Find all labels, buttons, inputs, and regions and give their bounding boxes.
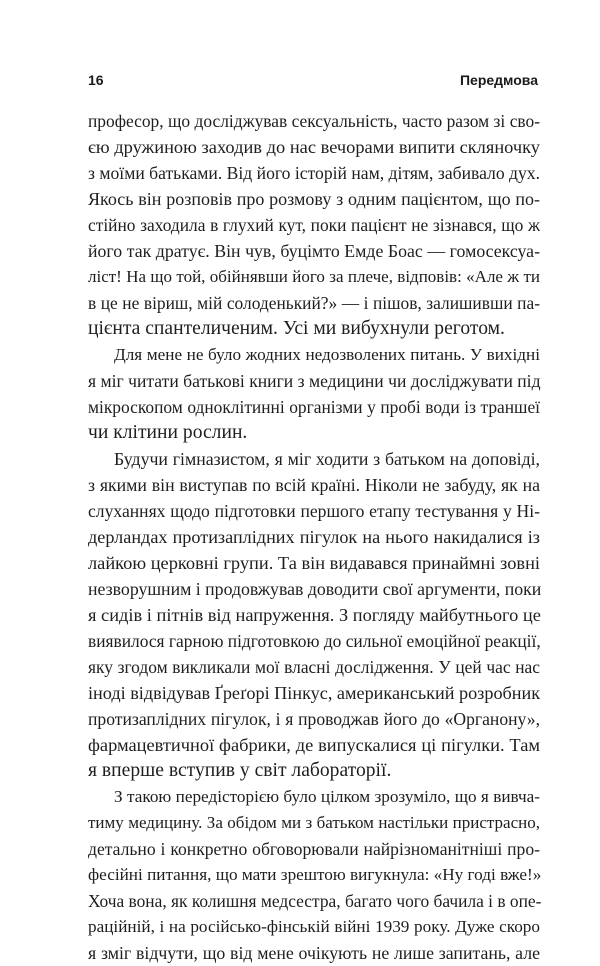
- text-line: цієнта спантеличеним. Усі ми вибухнули реготом.: [88, 318, 505, 339]
- text-line: Будучи гімназистом, я міг ходити з батьком на доповіді,: [114, 449, 540, 469]
- text-line: протизаплідних пігулок, і я проводжав його до «Органону»,: [88, 709, 540, 729]
- text-line: Для мене не було жодних недозволених питань. У вихідні: [114, 345, 540, 364]
- text-line: з моїми батьками. Від його історій нам, дітям, забивало дух.: [88, 163, 540, 183]
- text-line: я міг читати батькові книги з медицини чи досліджувати під: [88, 371, 541, 391]
- text-line: яку згодом викликали мої власні дослідження. У цей час нас: [88, 657, 540, 677]
- text-line: фармацевтичної фабрики, де випускалися ці пігулки. Там: [88, 735, 540, 755]
- text-line: фесійні питання, що мати зрештою вигукнула: «Ну годі вже!»: [88, 865, 542, 884]
- running-title: Передмова: [459, 72, 538, 88]
- text-line: я вперше вступив у світ лабораторії.: [88, 760, 392, 781]
- text-line: я зміг відчути, що від мене очікують не лише запитань, але: [88, 943, 540, 963]
- page-header: [88, 72, 538, 92]
- text-line: стійно заходила в глухий кут, поки пацієнт не зізнався, що ж: [88, 215, 540, 235]
- text-line: Якось він розповів про розмову з одним пацієнтом, що по-: [88, 189, 540, 209]
- text-line: його так дратує. Він чув, буцімто Емде Боас — гомосексуа-: [88, 241, 540, 261]
- text-line: єю дружиною заходив до нас вечорами випити скляночку: [88, 137, 540, 157]
- text-line: лайкою церковні групи. Та він видавався принаймні зовні: [88, 553, 541, 573]
- text-line: мікроскопом одноклітинні організми у пробі води із траншеї: [88, 397, 540, 417]
- text-line: виявилося гарною підготовкою до сильної емоційної реакції,: [88, 631, 541, 651]
- text-line: З такою передісторією було цілком зрозуміло, що я вивча-: [114, 787, 540, 806]
- text-line: незворушним і продовжував доводити свої аргументи, поки: [88, 579, 542, 599]
- text-line: з якими він виступав по всій країні. Ніколи не забуду, як на: [88, 475, 540, 495]
- body-text: [88, 108, 540, 966]
- page-number: 16: [88, 72, 104, 88]
- text-line: іноді відвідував Ґреґорі Пінкус, американський розробник: [88, 683, 541, 703]
- text-line: Хоча вона, як колишня медсестра, багато чого бачила і в опе-: [88, 891, 542, 911]
- text-line: чи клітини рослин.: [88, 422, 248, 443]
- text-line: дерландах протизаплідних пігулок на нього накидалися із: [88, 527, 540, 547]
- text-line: раційній, і на російсько-фінській війні 1939 року. Дуже скоро: [88, 917, 540, 936]
- text-line: в це не віриш, мій солоденький?» — і пішов, залишивши па-: [88, 293, 540, 313]
- text-line: професор, що досліджував сексуальність, часто разом зі сво-: [88, 111, 540, 131]
- text-line: я сидів і пітнів від напруження. З погляду майбутнього це: [88, 605, 541, 625]
- text-line: детально і конкретно обговорювали найрізноманітніші про-: [88, 839, 540, 859]
- text-line: тиму медицину. За обідом ми з батьком настільки пристрасно,: [88, 813, 540, 832]
- text-line: ліст! На що той, обійнявши його за плече, відповів: «Але ж ти: [88, 267, 540, 286]
- text-line: слуханнях щодо підготовки першого етапу тестування у Ні-: [88, 501, 540, 521]
